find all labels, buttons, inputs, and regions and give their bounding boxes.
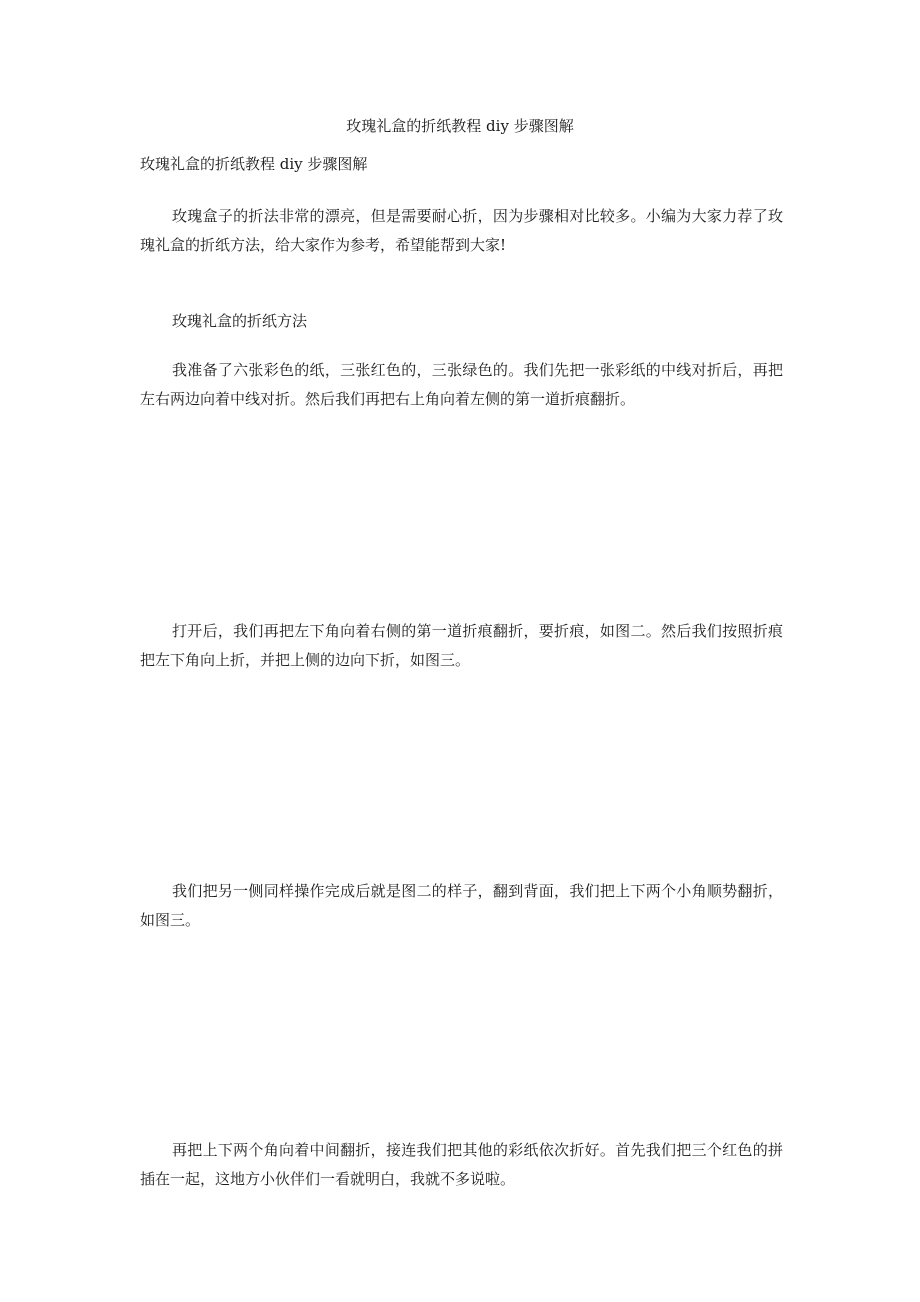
intro-paragraph: 玫瑰盒子的折法非常的漂亮，但是需要耐心折，因为步骤相对比较多。小编为大家力荐了玫瑰礼盒的折纸方法，给大家作为参考，希望能帮到大家! — [140, 207, 783, 254]
step-paragraph-2: 打开后，我们再把左下角向着右侧的第一道折痕翻折，要折痕，如图二。然后我们按照折痕把左下角向上折，并把上侧的边向下折，如图三。 — [140, 622, 783, 669]
page-subtitle: 玫瑰礼盒的折纸教程 diy 步骤图解 — [140, 155, 368, 173]
section-heading: 玫瑰礼盒的折纸方法 — [172, 312, 308, 330]
step-paragraph-3: 我们把另一侧同样操作完成后就是图二的样子，翻到背面，我们把上下两个小角顺势翻折，如图三。 — [140, 882, 783, 929]
page-title: 玫瑰礼盒的折纸教程 diy 步骤图解 — [346, 117, 574, 135]
step-paragraph-1: 我准备了六张彩色的纸，三张红色的，三张绿色的。我们先把一张彩纸的中线对折后，再把左右两边向着中线对折。然后我们再把右上角向着左侧的第一道折痕翻折。 — [140, 361, 783, 408]
step-paragraph-4: 再把上下两个角向着中间翻折，接连我们把其他的彩纸依次折好。首先我们把三个红色的拼插在一起，这地方小伙伴们一看就明白，我就不多说啦。 — [140, 1141, 783, 1188]
